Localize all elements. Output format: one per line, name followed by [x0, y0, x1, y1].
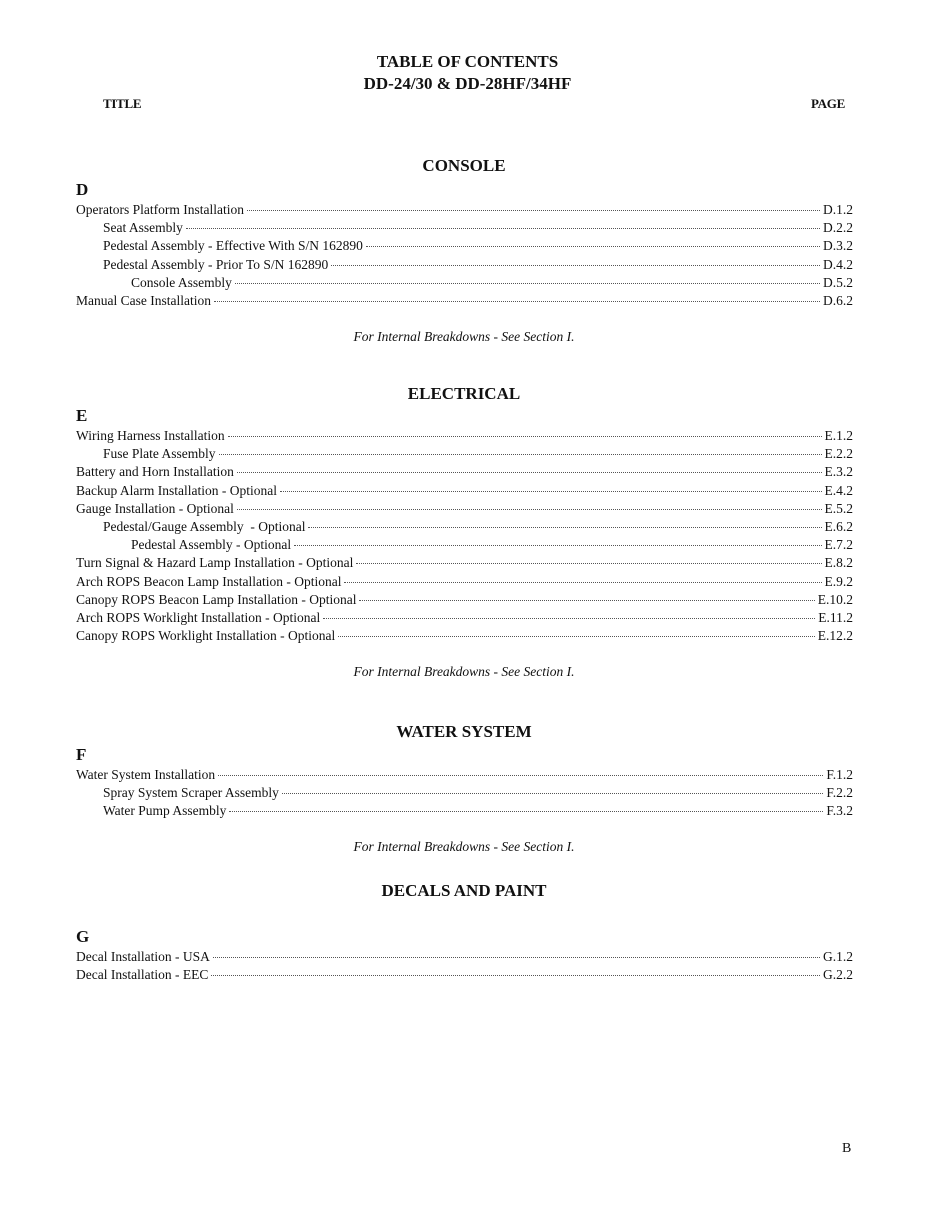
dot-leader	[359, 600, 814, 601]
entry-page: D.5.2	[823, 274, 853, 290]
electrical-note: For Internal Breakdowns - See Section I.	[353, 664, 575, 679]
toc-entry[interactable]	[76, 591, 853, 609]
entry-label: Seat Assembly	[103, 220, 183, 236]
dot-leader	[214, 301, 820, 302]
entry-label: Fuse Plate Assembly	[103, 446, 216, 462]
entry-page: F.2.2	[826, 785, 853, 801]
entry-page: F.3.2	[826, 803, 853, 819]
entry-page: E.7.2	[824, 537, 853, 553]
entry-label: Turn Signal & Hazard Lamp Installation - Optional	[76, 555, 354, 571]
section-title-console: CONSOLE	[422, 156, 506, 175]
section-title-water-system: WATER SYSTEM	[396, 722, 532, 741]
dot-leader	[228, 436, 822, 437]
toc-entry[interactable]	[76, 627, 853, 645]
entry-page: E.1.2	[824, 428, 853, 443]
toc-entry[interactable]	[76, 463, 853, 481]
page-number: B	[842, 1141, 852, 1156]
toc-entry[interactable]	[76, 427, 853, 445]
toc-entry[interactable]	[76, 573, 853, 591]
dot-leader	[229, 811, 823, 812]
entry-label: Operators Platform Installation	[76, 202, 244, 217]
entry-label: Manual Case Installation	[76, 292, 211, 308]
dot-leader	[237, 509, 822, 510]
model-title: DD-24/30 & DD-28HF/34HF	[363, 74, 572, 93]
entry-page: E.10.2	[817, 591, 853, 607]
title-column-header: TITLE	[103, 96, 142, 111]
entry-page: G.1.2	[823, 949, 853, 964]
dot-leader	[338, 636, 814, 637]
entry-page: E.11.2	[818, 609, 853, 625]
page-column-header: PAGE	[811, 96, 845, 111]
entry-page: D.6.2	[823, 292, 853, 308]
entry-label: Pedestal Assembly - Prior To S/N 162890	[103, 256, 329, 272]
decals-entries	[76, 948, 853, 984]
entry-page: E.12.2	[817, 628, 853, 644]
toc-entry[interactable]	[76, 445, 853, 463]
toc-entry[interactable]	[76, 948, 853, 966]
entry-page: G.2.2	[823, 967, 853, 983]
dot-leader	[211, 975, 820, 976]
entry-label: Pedestal/Gauge Assembly - Optional	[103, 518, 306, 534]
entry-page: E.4.2	[824, 482, 853, 498]
toc-entry[interactable]	[76, 292, 853, 310]
dot-leader	[344, 582, 821, 583]
toc-entry[interactable]	[76, 536, 853, 554]
dot-leader	[282, 793, 823, 794]
entry-page: D.3.2	[823, 238, 853, 254]
dot-leader	[247, 210, 820, 211]
toc-entry[interactable]	[76, 802, 853, 820]
toc-entry[interactable]	[76, 966, 853, 984]
entry-label: Backup Alarm Installation - Optional	[76, 482, 277, 498]
section-letter-g: G	[76, 927, 90, 946]
entry-label: Decal Installation - EEC	[76, 967, 209, 983]
dot-leader	[323, 618, 815, 619]
dot-leader	[308, 527, 821, 528]
dot-leader	[186, 228, 820, 229]
dot-leader	[235, 283, 820, 284]
entry-page: E.9.2	[824, 573, 853, 589]
dot-leader	[366, 246, 820, 247]
entry-page: D.1.2	[823, 202, 853, 217]
entry-label: Console Assembly	[131, 274, 232, 290]
entry-label: Water System Installation	[76, 767, 216, 782]
toc-entry[interactable]	[76, 274, 853, 292]
toc-entry[interactable]	[76, 554, 853, 572]
water-note: For Internal Breakdowns - See Section I.	[353, 839, 575, 854]
entry-label: Gauge Installation - Optional	[76, 500, 234, 516]
entry-page: E.3.2	[824, 464, 853, 480]
electrical-entries	[76, 427, 853, 645]
toc-entry[interactable]	[76, 784, 853, 802]
entry-label: Arch ROPS Beacon Lamp Installation - Optional	[76, 573, 342, 589]
dot-leader	[331, 265, 820, 266]
toc-entry[interactable]	[76, 237, 853, 255]
entry-label: Pedestal Assembly - Optional	[131, 537, 292, 553]
dot-leader	[219, 454, 822, 455]
toc-entry[interactable]	[76, 500, 853, 518]
section-letter-d: D	[76, 180, 89, 199]
entry-label: Decal Installation - USA	[76, 949, 210, 964]
toc-entry[interactable]	[76, 219, 853, 237]
section-title-electrical: ELECTRICAL	[407, 384, 521, 403]
console-note: For Internal Breakdowns - See Section I.	[353, 329, 575, 344]
section-letter-e: E	[76, 406, 88, 425]
entry-label: Canopy ROPS Beacon Lamp Installation - Optional	[76, 591, 357, 607]
entry-page: E.2.2	[824, 446, 853, 462]
toc-entry[interactable]	[76, 766, 853, 784]
entry-label: Wiring Harness Installation	[76, 428, 225, 443]
entry-label: Canopy ROPS Worklight Installation - Optional	[76, 628, 336, 644]
entry-page: E.6.2	[824, 518, 853, 534]
toc-entry[interactable]	[76, 609, 853, 627]
entry-page: D.4.2	[823, 256, 853, 272]
entry-page: E.8.2	[824, 555, 853, 571]
dot-leader	[213, 957, 820, 958]
section-letter-f: F	[76, 745, 87, 764]
entry-page: E.5.2	[824, 500, 853, 516]
entry-page: D.2.2	[823, 220, 853, 236]
toc-entry[interactable]	[76, 201, 853, 219]
dot-leader	[356, 563, 821, 564]
entry-page: F.1.2	[826, 767, 853, 782]
dot-leader	[294, 545, 821, 546]
dot-leader	[237, 472, 822, 473]
entry-label: Arch ROPS Worklight Installation - Optional	[76, 609, 321, 625]
toc-entry[interactable]	[76, 482, 853, 500]
entry-label: Pedestal Assembly - Effective With S/N 162890	[103, 238, 363, 254]
entry-label: Spray System Scraper Assembly	[103, 785, 279, 801]
water-entries	[76, 766, 853, 821]
entry-label: Water Pump Assembly	[103, 803, 227, 819]
dot-leader	[218, 775, 823, 776]
dot-leader	[280, 491, 822, 492]
toc-title: TABLE OF CONTENTS	[376, 52, 559, 71]
section-title-decals-and-paint: DECALS AND PAINT	[381, 881, 547, 900]
entry-label: Battery and Horn Installation	[76, 464, 234, 480]
toc-entry[interactable]	[76, 518, 853, 536]
console-entries	[76, 201, 853, 310]
toc-entry[interactable]	[76, 256, 853, 274]
